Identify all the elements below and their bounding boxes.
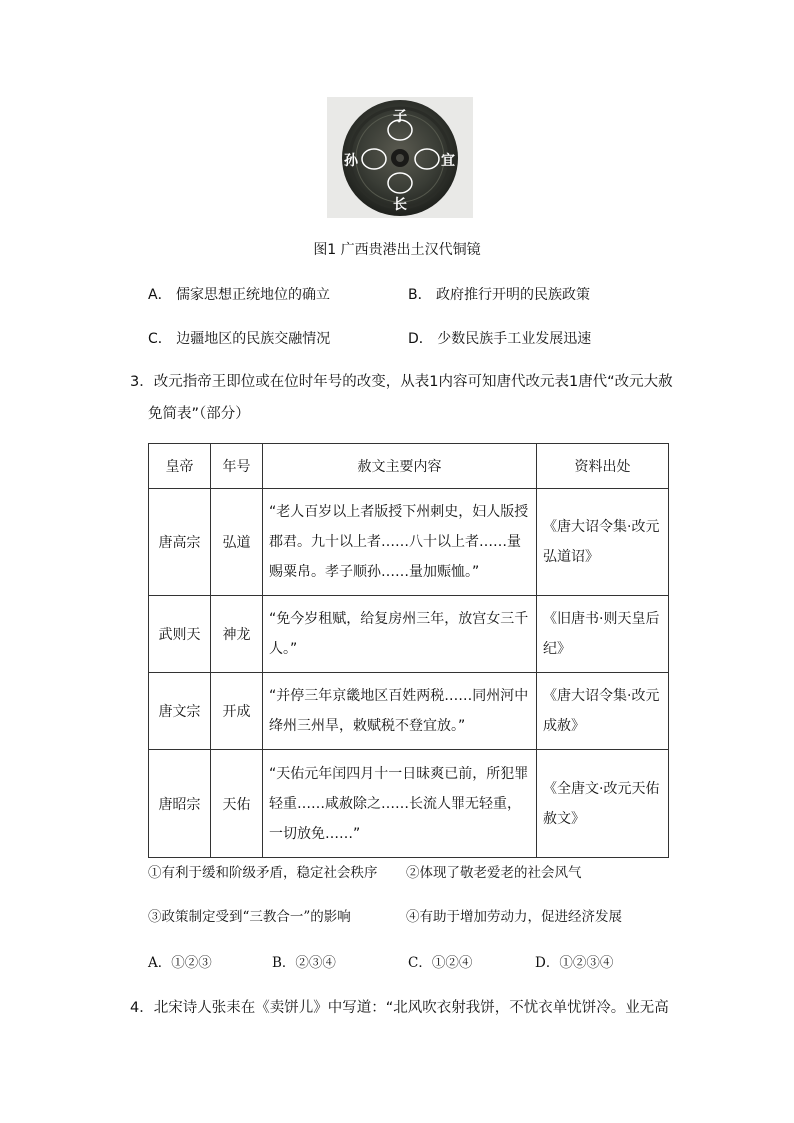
header-source: 资料出处 [537,444,669,489]
cell-era: 开成 [211,673,263,750]
cell-source: 《唐大诏令集·改元弘道诏》 [537,489,669,596]
q2-option-c: C． 边疆地区的民族交融情况 [148,331,331,347]
cell-content: “免今岁租赋，给复房州三年，放宫女三千人。” [263,596,537,673]
q3-statement-4: ④有助于增加劳动力，促进经济发展 [406,909,622,925]
q3-statement-2: ②体现了敬老爱老的社会风气 [406,865,582,881]
edict-table [148,443,669,858]
cell-era: 神龙 [211,596,263,673]
q3-statement-3: ③政策制定受到“三教合一”的影响 [148,909,351,925]
q2-option-b: B． 政府推行开明的民族政策 [408,287,591,303]
cell-emperor: 武则天 [149,596,211,673]
figure-caption: 图1 广西贵港出土汉代铜镜 [313,242,481,258]
table-row [149,596,669,673]
bronze-mirror-image [327,97,473,218]
cell-emperor: 唐高宗 [149,489,211,596]
q3-option-c: C．①②④ [408,955,473,971]
cell-content: “天佑元年闰四月十一日昧爽已前，所犯罪轻重……咸赦除之……长流人罪无轻重，一切放免……” [263,750,537,858]
cell-source: 《唐大诏令集·改元成赦》 [537,673,669,750]
q3-option-b: B．②③④ [272,955,336,971]
q3-option-d: D．①②③④ [535,955,614,971]
mirror-label-right: 宜 [441,153,455,169]
mirror-label-bottom: 长 [393,197,407,213]
q3-option-a: A．①②③ [148,955,212,971]
mirror-label-top: 子 [393,109,407,125]
mirror-label-left: 孙 [344,153,358,169]
table-row [149,489,669,596]
cell-emperor: 唐昭宗 [149,750,211,858]
table-header-row [149,444,669,489]
q3-statement-1: ①有利于缓和阶级矛盾，稳定社会秩序 [148,865,378,881]
cell-era: 弘道 [211,489,263,596]
cell-content: “老人百岁以上者版授下州刺史，妇人版授郡君。九十以上者……八十以上者……量赐粟帛。孝子顺孙……量加赈恤。” [263,489,537,596]
header-era: 年号 [211,444,263,489]
header-emperor: 皇帝 [149,444,211,489]
q2-option-d: D． 少数民族手工业发展迅速 [408,331,592,347]
header-content: 赦文主要内容 [263,444,537,489]
cell-emperor: 唐文宗 [149,673,211,750]
q2-option-a: A． 儒家思想正统地位的确立 [148,287,331,303]
cell-source: 《旧唐书·则天皇后纪》 [537,596,669,673]
cell-source: 《全唐文·改元天佑赦文》 [537,750,669,858]
q3-stem-line1: 3．改元指帝王即位或在位时年号的改变，从表1内容可知唐代改元表1唐代“改元大赦 [130,374,673,390]
cell-era: 天佑 [211,750,263,858]
table-row [149,750,669,858]
q4-stem-line1: 4．北宋诗人张耒在《卖饼儿》中写道：“北风吹衣射我饼，不忧衣单忧饼冷。业无高 [130,1000,669,1016]
cell-content: “并停三年京畿地区百姓两税……同州河中绛州三州旱，敕赋税不登宜放。” [263,673,537,750]
table-row [149,673,669,750]
q3-stem-line2: 免简表”（部分） [148,406,250,422]
